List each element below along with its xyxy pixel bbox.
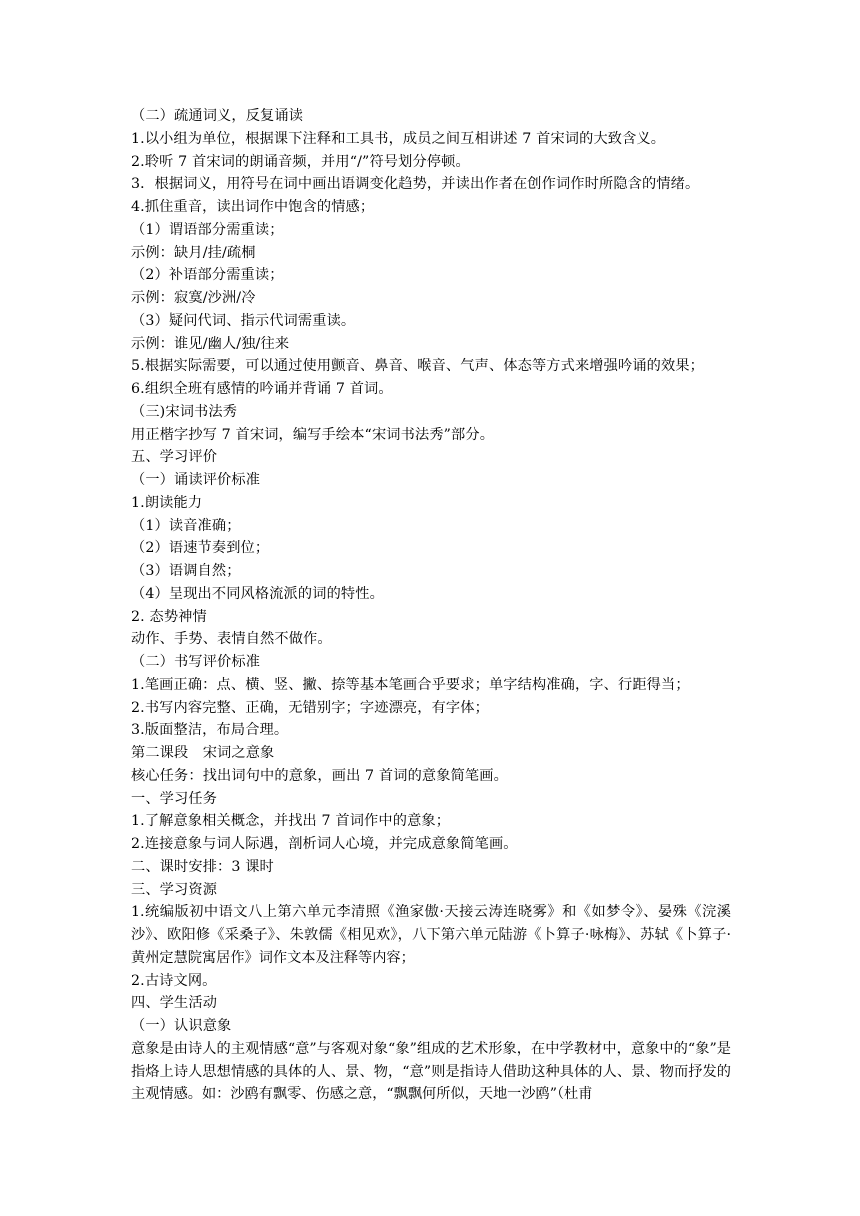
section-heading: 二、课时安排：3 课时 [131, 858, 274, 875]
section-heading: 三、学习资源 [131, 881, 218, 898]
text-line: 用正楷字抄写 7 首宋词，编写手绘本“宋词书法秀”部分。 [131, 426, 495, 443]
text-line: 4.抓住重音，读出词作中饱含的情感； [131, 199, 375, 215]
text-line: 2.书写内容完整、正确，无错别字；字迹漂亮，有字体； [131, 699, 489, 716]
text-line: （1）读音准确； [131, 517, 241, 534]
text-line: 核心任务：找出词句中的意象，画出 7 首词的意象简笔画。 [131, 767, 508, 784]
text-line: 2. 态势神情 [131, 608, 207, 625]
section-heading: 第二课段 宋词之意象 [131, 745, 275, 761]
text-line: 动作、手势、表情自然不做作。 [131, 631, 332, 648]
section-heading: 五、学习评价 [131, 449, 218, 466]
section-heading: 一、学习任务 [131, 790, 218, 807]
example-line: 示例：寂寞/沙洲/冷 [131, 290, 256, 306]
section-heading: 四、学生活动 [131, 995, 218, 1012]
section-heading: （二）疏通词义，反复诵读 [131, 108, 304, 124]
text-line: （2）语速节奏到位； [131, 540, 270, 557]
text-line: （3）语调自然； [131, 563, 241, 579]
section-heading: （二）书写评价标准 [131, 654, 261, 670]
text-line: 1.朗读能力 [131, 494, 203, 511]
text-line: 2.古诗文网。 [131, 972, 217, 989]
example-line: 示例：缺月/挂/疏桐 [131, 244, 256, 261]
text-line: 5.根据实际需要，可以通过使用颤音、鼻音、喉音、气声、体态等方式来增强吟诵的效果； [131, 358, 705, 375]
body-paragraph: 意象是由诗人的主观情感“意”与客观对象“象”组成的艺术形象，在中学教材中，意象中的“象”是指烙上诗人思想情感的具体的人、景、物，“意”则是指诗人借助这种具体的人、景、物而抒发的主观情感。如：沙鸥有飘零、伤感之意，“飘飘何所似，天地一沙鸥”（杜甫 [131, 1040, 731, 1103]
text-line: 1.笔画正确：点、横、竖、撇、捺等基本笔画合乎要求；单字结构准确，字、行距得当； [131, 676, 690, 693]
text-line: 3.版面整洁，布局合理。 [131, 722, 289, 739]
resource-paragraph: 1.统编版初中语文八上第六单元李清照《渔家傲·天接云涛连晓雾》和《如梦令》、晏殊《浣溪沙》、欧阳修《采桑子》、朱敦儒《相见欢》，八下第六单元陆游《卜算子·咏梅》、苏轼《卜算子·黄州定慧院寓居作》词作文本及注释等内容； [131, 904, 731, 966]
section-heading: （一）诵读评价标准 [131, 472, 261, 488]
text-line: 6.组织全班有感情的吟诵并背诵 7 首词。 [131, 381, 393, 397]
document-body [131, 105, 731, 1106]
text-line: （4）呈现出不同风格流派的词的特性。 [131, 585, 384, 602]
example-line: 示例：谁见/幽人/独/往来 [131, 335, 290, 352]
text-line: 3．根据词义，用符号在词中画出语调变化趋势，并读出作者在创作词作时所隐含的情绪。 [131, 176, 700, 193]
section-heading: （一）认识意象 [131, 1018, 232, 1034]
text-line: 2.连接意象与词人际遇，剖析词人心境，并完成意象简笔画。 [131, 836, 518, 852]
section-heading: （三)宋词书法秀 [131, 403, 238, 420]
text-line: （2）补语部分需重读； [131, 267, 284, 284]
text-line: 1.以小组为单位，根据课下注释和工具书，成员之间互相讲述 7 首宋词的大致含义。 [131, 130, 666, 147]
text-line: （3）疑问代词、指示代词需重读。 [131, 312, 356, 329]
text-line: （1）谓语部分需重读； [131, 221, 284, 238]
text-line: 2.聆听 7 首宋词的朗诵音频，并用“/”符号划分停顿。 [131, 153, 470, 170]
text-line: 1.了解意象相关概念，并找出 7 首词作中的意象； [131, 813, 451, 830]
